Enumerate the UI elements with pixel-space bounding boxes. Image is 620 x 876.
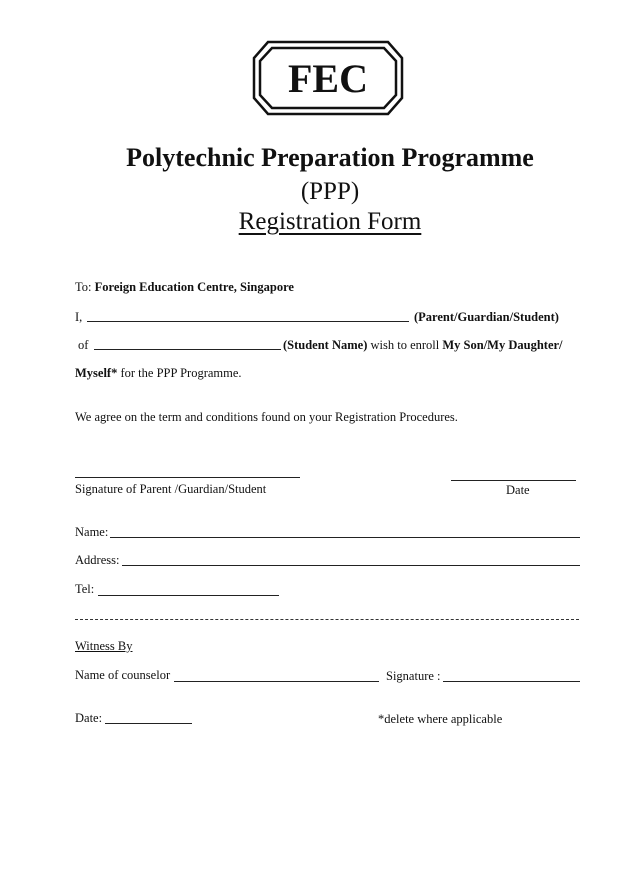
line-of-prefix: of (78, 338, 89, 352)
to-line (75, 280, 294, 295)
delete-note: *delete where applicable (378, 712, 503, 726)
section-divider (75, 619, 579, 620)
signature-date-field[interactable] (451, 480, 576, 481)
logo-text: FEC (288, 56, 368, 101)
address-field[interactable] (122, 565, 580, 566)
witness-date-field[interactable] (105, 723, 192, 724)
enroll-middle: wish to enroll (367, 338, 443, 352)
address-label: Address: (75, 553, 120, 567)
witness-signature-label: Signature : (386, 669, 441, 683)
myself-rest: for the PPP Programme. (117, 366, 242, 380)
line-i-prefix: I, (75, 310, 83, 324)
myself-line (75, 366, 242, 381)
witness-date-label: Date: (75, 711, 103, 725)
tel-field[interactable] (98, 595, 279, 596)
name-label: Name: (75, 525, 109, 539)
enroll-text (283, 338, 563, 353)
witness-heading: Witness By (75, 639, 133, 653)
parent-name-field[interactable] (87, 321, 409, 322)
programme-abbreviation: (PPP) (300, 178, 360, 205)
date-label: Date (506, 483, 530, 497)
enroll-options: My Son/My Daughter/ (442, 338, 563, 352)
to-prefix: To: (75, 280, 95, 294)
signature-label: Signature of Parent /Guardian/Student (75, 482, 267, 496)
witness-signature-field[interactable] (443, 681, 580, 682)
programme-title: Polytechnic Preparation Programme (126, 143, 534, 172)
form-title: Registration Form (238, 208, 422, 235)
fec-logo (252, 40, 404, 116)
counselor-name-field[interactable] (174, 681, 379, 682)
student-name-label: (Student Name) (283, 338, 368, 352)
counselor-label: Name of counselor (75, 668, 171, 682)
tel-label: Tel: (75, 582, 95, 596)
agreement-text: We agree on the term and conditions found on your Registration Procedures. (75, 410, 458, 424)
parent-guardian-student-label: (Parent/Guardian/Student) (414, 310, 559, 324)
parent-signature-field[interactable] (75, 477, 300, 478)
myself-option: Myself* (75, 366, 118, 380)
recipient: Foreign Education Centre, Singapore (94, 280, 294, 294)
student-name-field[interactable] (94, 349, 281, 350)
name-field[interactable] (110, 537, 580, 538)
